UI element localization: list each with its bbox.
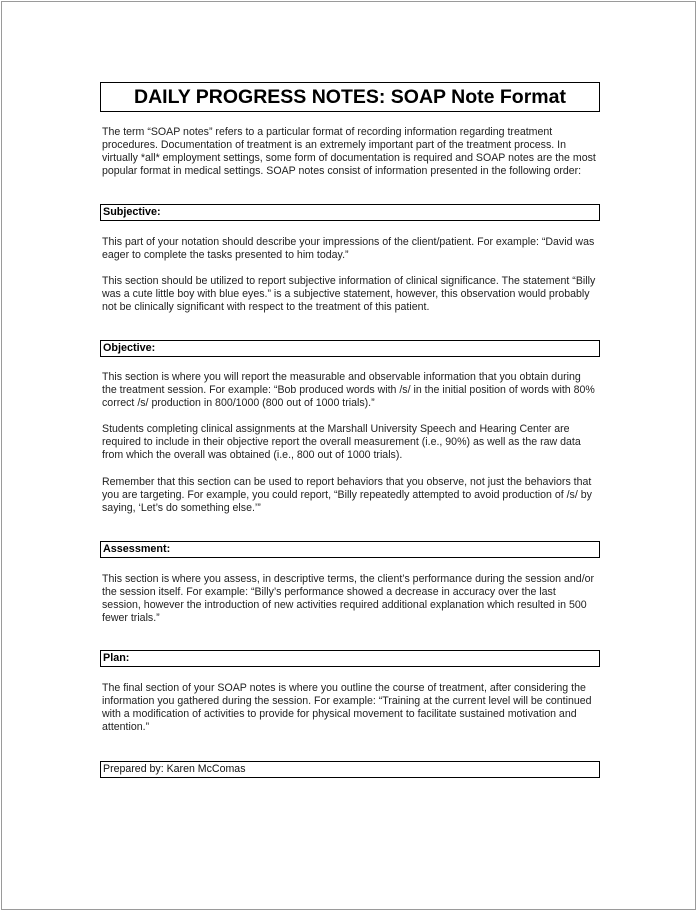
subjective-heading: Subjective:	[100, 204, 600, 221]
subjective-paragraph-1: This part of your notation should describe your impressions of the client/patient. For example: “David was eager to complete the tasks presented to him today.”	[102, 236, 595, 261]
objective-paragraph-1: This section is where you will report the measurable and observable information that you obtain during the treatment session. For example: “Bob produced words with /s/ in the initial position of words with 80% correct /s/ production in 800/1000 (800 out of 1000 trials).”	[102, 371, 595, 409]
plan-paragraph: The final section of your SOAP notes is where you outline the course of treatment, after considering the information you gathered during the session. For example: “Training at the current level will be continued with a modification of activities to provide for physical movement to facilitate sustained motivation and attention.”	[102, 682, 592, 733]
intro-paragraph: The term “SOAP notes” refers to a particular format of recording information regarding treatment procedures. Documentation of treatment is an extremely important part of the treatment process. In virtually *all* employment settings, some form of documentation is required and SOAP notes are the most popular format in medical settings. SOAP notes consist of information presented in the following order:	[102, 126, 596, 177]
assessment-paragraph: This section is where you assess, in descriptive terms, the client’s performance during the session and/or the session itself. For example: “Billy’s performance showed a decrease in accuracy over the last session, however the introduction of new activities required additional explanation which resulted in 500 fewer trials.”	[102, 573, 595, 624]
plan-heading: Plan:	[100, 650, 600, 667]
objective-paragraph-3: Remember that this section can be used to report behaviors that you observe, not just the behaviors that you are targeting. For example, you could report, “Billy repeatedly attempted to avoid production of /s/ by saying, ‘Let’s do something else.’”	[102, 476, 592, 514]
prepared-by: Prepared by: Karen McComas	[100, 761, 600, 778]
subjective-paragraph-2: This section should be utilized to report subjective information of clinical significance. The statement “Billy was a cute little boy with blue eyes.” is a subjective statement, however, this observation would probably not be clinically significant with respect to the treatment of this patient.	[102, 275, 596, 313]
objective-paragraph-2: Students completing clinical assignments at the Marshall University Speech and Hearing Center are required to include in their objective report the overall measurement (i.e., 90%) as well as the raw data from which the overall was obtained (i.e., 800 out of 1000 trials).	[102, 423, 581, 461]
assessment-heading: Assessment:	[100, 541, 600, 558]
objective-heading: Objective:	[100, 340, 600, 357]
document-title: DAILY PROGRESS NOTES: SOAP Note Format	[100, 82, 600, 112]
